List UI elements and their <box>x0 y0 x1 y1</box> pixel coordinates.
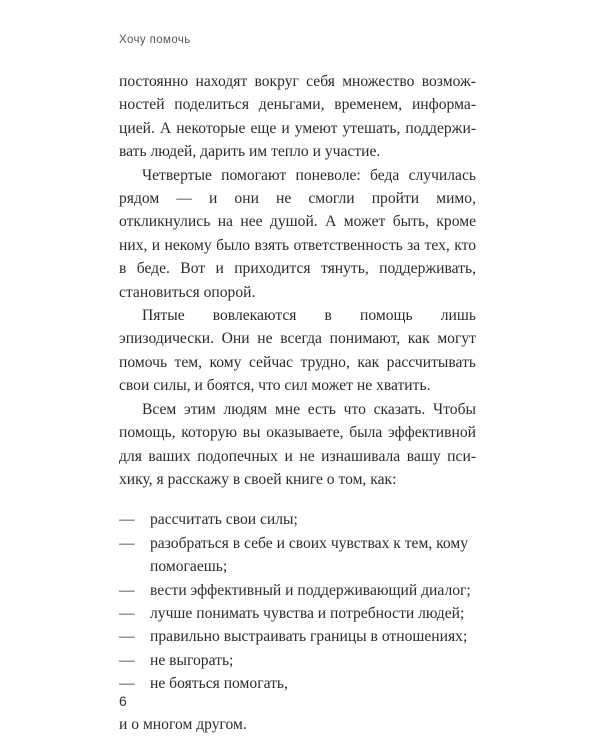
dash-bullet: — <box>119 604 135 622</box>
paragraph-continuation: постоянно находят вокруг себя множество возможностей поделиться деньгами, временем, информацией. А некоторые еще и умеют утешать, поддерживать людей, дарить им тепло и участие. <box>119 73 476 161</box>
dash-bullet: — <box>119 581 135 599</box>
dash-bullet: — <box>119 511 135 529</box>
closing-line: и о многом другом. <box>119 715 247 733</box>
list-item <box>119 625 476 648</box>
list-item <box>119 672 476 695</box>
topics-list <box>119 508 476 695</box>
body-text <box>119 70 476 736</box>
list-item-text: не бояться помогать, <box>150 675 288 693</box>
dash-bullet: — <box>119 534 135 552</box>
list-item <box>119 649 476 672</box>
page-number: 6 <box>119 693 127 709</box>
running-head: Хочу помочь <box>119 34 191 46</box>
list-item-text: рассчитать свои силы; <box>150 511 298 529</box>
list-item-text: лучше понимать чувства и потребности людей; <box>150 604 465 622</box>
list-item <box>119 579 476 602</box>
paragraph-fifth-type: Пятые вовлекаются в помощь лишь эпизодически. Они не всегда понимают, как могут помочь тем, кому сейчас трудно, как рассчитывать свои силы, и боятся, что сил может не хватить. <box>119 307 476 395</box>
list-item <box>119 532 476 579</box>
list-item-text: правильно выстраивать границы в отношениях; <box>150 628 468 646</box>
list-item-text: вести эффективный и поддерживающий диалог; <box>150 581 471 599</box>
paragraph-fourth-type: Четвертые помогают поневоле: беда случилась рядом — и они не смогли пройти мимо, откликнулись на нее душой. А может быть, кроме них, и некому было взять ответственность за тех, кто в беде. Вот и приходится тянуть, поддерживать, становиться опорой. <box>119 166 476 301</box>
paragraph-intro-list: Всем этим людям мне есть что сказать. Чтобы помощь, которую вы оказываете, была эффективной для ваших подопечных и не изнашивала вашу психику, я расскажу в своей книге о том, как: <box>119 400 476 488</box>
list-item-text: разобраться в себе и своих чувствах к тем, кому помогаешь; <box>150 534 469 576</box>
list-item-text: не выгорать; <box>150 651 234 669</box>
list-item <box>119 508 476 531</box>
list-item <box>119 602 476 625</box>
dash-bullet: — <box>119 651 135 669</box>
dash-bullet: — <box>119 675 135 693</box>
dash-bullet: — <box>119 628 135 646</box>
